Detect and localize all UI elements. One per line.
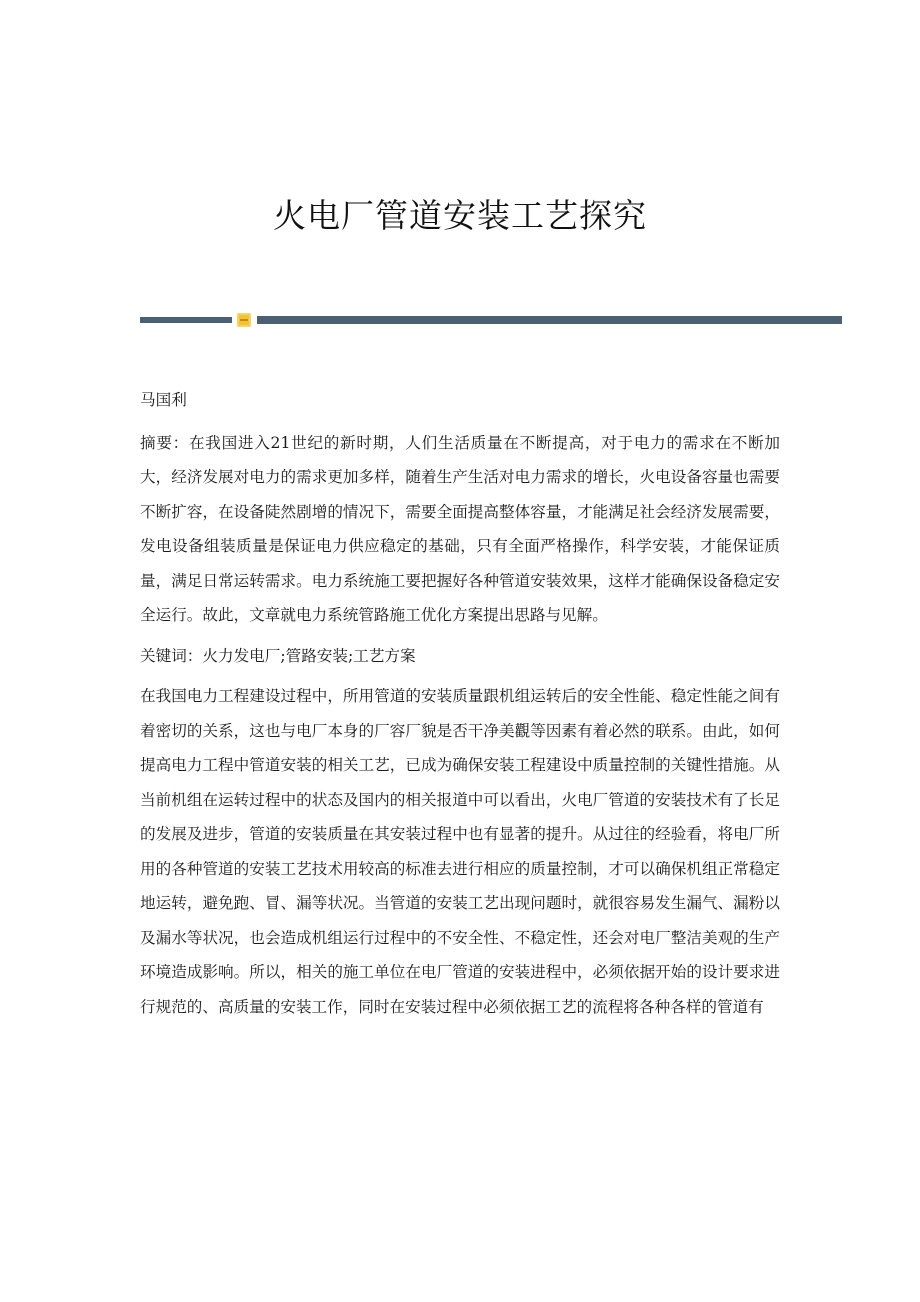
document-title: 火电厂管道安装工艺探究 <box>273 196 647 235</box>
author-name: 马国利 <box>140 391 187 409</box>
divider-ornament-icon <box>237 313 251 327</box>
divider-bar-left <box>140 317 232 323</box>
keywords-line: 关键词：火力发电厂;管路安装;工艺方案 <box>140 646 416 665</box>
document-body <box>140 383 780 1024</box>
body-paragraph: 在我国电力工程建设过程中，所用管道的安装质量跟机组运转后的安全性能、稳定性能之间有着密切的关系，这也与电厂本身的厂容厂貌是否干净美觀等因素有着必然的联系。由此，如何提高电力工程中管道安装的相关工艺，已成为确保安装工程建设中质量控制的关键性措施。从当前机组在运转过程中的状态及国内的相关报道中可以看出，火电厂管道的安装技术有了长足的发展及进步，管道的安装质量在其安装过程中也有显著的提升。从过往的经验看，将电厂所用的各种管道的安装工艺技术用较高的标准去进行相应的质量控制，才可以确保机组正常稳定地运转，避免跑、冒、漏等状况。当管道的安装工艺出现问题时，就很容易发生漏气、漏粉以及漏水等状况，也会造成机组运行过程中的不安全性、不稳定性，还会对电厂整洁美观的生产环境造成影响。所以，相关的施工单位在电厂管道的安装进程中，必须依据开始的设计要求进行规范的、高质量的安装工作，同时在安装过程中必须依据工艺的流程将各种各样的管道有 <box>140 687 780 1016</box>
title-divider <box>140 313 842 327</box>
divider-bar-right <box>257 316 842 324</box>
abstract-paragraph: 摘要：在我国进入21世纪的新时期，人们生活质量在不断提高，对于电力的需求在不断加大，经济发展对电力的需求更加多样，随着生产生活对电力需求的增长，火电设备容量也需要不断扩容，在设备陡然剧增的情况下，需要全面提高整体容量，才能满足社会经济发展需要，发电设备组装质量是保证电力供应稳定的基础，只有全面严格操作，科学安装，才能保证质量，满足日常运转需求。电力系统施工要把握好各种管道安装效果，这样才能确保设备稳定安全运行。故此，文章就电力系统管路施工优化方案提出思路与见解。 <box>140 433 780 624</box>
